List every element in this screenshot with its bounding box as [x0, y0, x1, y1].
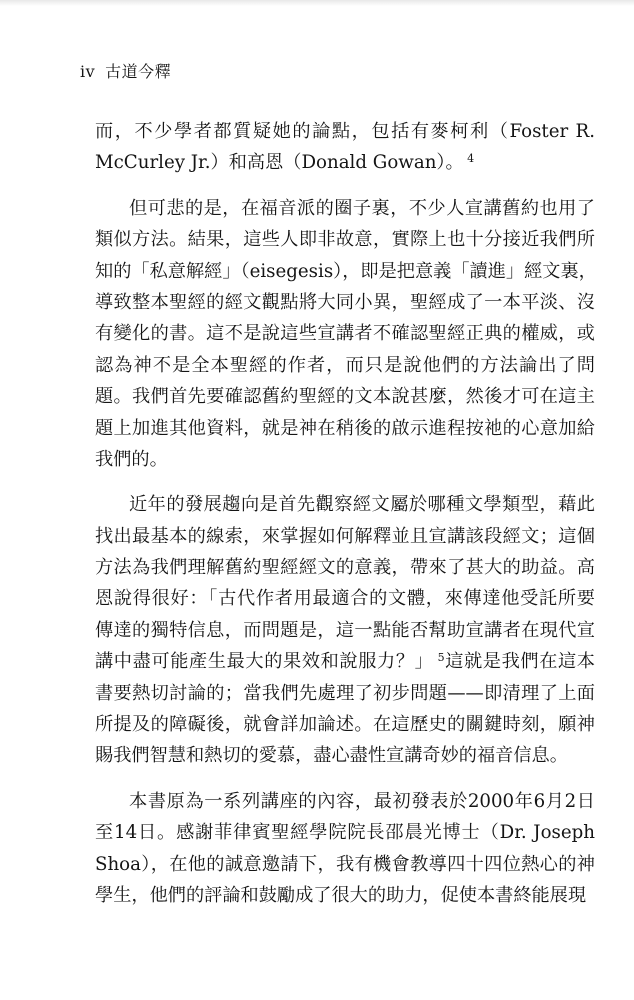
text-line — [95, 615, 595, 646]
paragraph — [95, 489, 595, 772]
line-text: Shoa），在他的誠意邀請下，我有機會教導四十四位熱心的神 — [95, 853, 595, 875]
text-line — [95, 709, 595, 740]
text-line — [95, 521, 595, 552]
text-line — [95, 116, 595, 147]
text-line — [95, 193, 595, 224]
footnote-ref: 5 — [433, 651, 445, 665]
line-text: 題上加進其他資料，就是神在稍後的啟示進程按祂的心意加給 — [95, 417, 595, 439]
line-text: 本書原為一系列講座的內容，最初發表於2000年6月2日 — [129, 790, 595, 812]
text-line — [95, 224, 595, 255]
text-line — [95, 147, 595, 178]
text-line — [95, 381, 595, 412]
text-line — [95, 489, 595, 520]
line-text: 知的「私意解經」（eisegesis），即是把意義「讀進」經文裏， — [95, 260, 597, 282]
text-line — [95, 880, 595, 911]
paragraph-gap — [95, 772, 595, 786]
running-head — [80, 62, 171, 82]
text-line — [95, 678, 595, 709]
text-line — [95, 350, 595, 381]
footnote-ref: 4 — [463, 152, 475, 166]
text-line — [95, 740, 595, 771]
line-text: 但可悲的是，在福音派的圈子裏，不少人宣講舊約也用了 — [129, 197, 595, 219]
paragraph — [95, 786, 595, 912]
paragraph — [95, 193, 595, 476]
line-text: 傳達的獨特信息，而問題是，這一點能否幫助宣講者在現代宣 — [95, 619, 595, 641]
line-text: 講中盡可能產生最大的果效和說服力？」 — [95, 651, 434, 673]
paragraph — [95, 116, 595, 179]
line-text: 類似方法。結果，這些人即非故意，實際上也十分接近我們所 — [95, 229, 595, 251]
text-line — [95, 786, 595, 817]
text-line — [95, 552, 595, 583]
line-text: 有變化的書。這不是說這些宣講者不確認聖經正典的權威，或 — [95, 323, 595, 345]
line-text: 書要熱切討論的；當我們先處理了初步問題——即清理了上面 — [95, 682, 595, 704]
line-text: 而，不少學者都質疑她的論點，包括有麥柯利（Foster R. — [95, 121, 595, 142]
page-number: iv — [80, 62, 96, 81]
line-text: 至14日。感謝菲律賓聖經學院院長邵晨光博士（Dr. Joseph — [95, 822, 595, 844]
line-text: 所提及的障礙後，就會詳加論述。在這歷史的關鍵時刻，願神 — [95, 714, 595, 736]
line-text: 導致整本聖經的經文觀點將大同小異，聖經成了一本平淡、沒 — [95, 291, 595, 313]
book-title: 古道今釋 — [105, 62, 172, 81]
line-text: 題。我們首先要確認舊約聖經的文本說甚麼，然後才可在這主 — [95, 386, 595, 408]
body-text — [95, 116, 595, 911]
line-text: 我們的。 — [95, 448, 168, 470]
text-line — [95, 413, 595, 444]
line-text: 恩說得很好：「古代作者用最適合的文體，來傳達他受託所要 — [95, 588, 595, 610]
paragraph-gap — [95, 179, 595, 193]
text-line — [95, 646, 595, 677]
text-line — [95, 583, 595, 614]
line-text: 找出最基本的線索，來掌握如何解釋並且宣講該段經文；這個 — [95, 525, 595, 547]
line-text: 方法為我們理解舊約聖經經文的意義，帶來了甚大的助益。高 — [95, 557, 595, 579]
paragraph-gap — [95, 475, 595, 489]
text-line — [95, 287, 595, 318]
text-line — [95, 256, 595, 287]
text-line — [95, 318, 595, 349]
text-line — [95, 849, 595, 880]
scan-edge-shadow — [0, 0, 634, 6]
line-text: 學生，他們的評論和鼓勵成了很大的助力，促使本書終能展現 — [95, 884, 587, 906]
line-text: 認為神不是全本聖經的作者，而只是說他們的方法論出了問 — [95, 354, 595, 376]
text-line — [95, 444, 595, 475]
line-text: McCurley Jr.）和高恩（Donald Gowan）。 — [95, 152, 464, 174]
line-text: 近年的發展趨向是首先觀察經文屬於哪種文學類型，藉此 — [129, 494, 595, 516]
line-text: 這就是我們在這本 — [444, 651, 595, 673]
line-text: 賜我們智慧和熱切的愛慕，盡心盡性宣講奇妙的福音信息。 — [95, 745, 568, 767]
text-line — [95, 817, 595, 848]
